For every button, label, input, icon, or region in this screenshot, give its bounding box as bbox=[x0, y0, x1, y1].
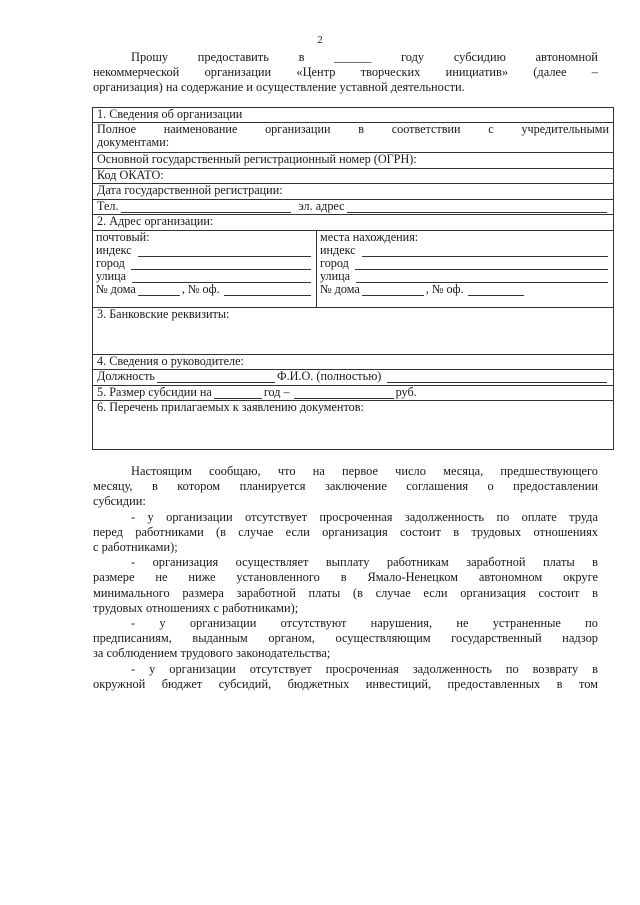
section-3-title: 3. Банковские реквизиты: bbox=[97, 307, 230, 322]
location-house-label: № дома bbox=[320, 281, 360, 296]
contact-row bbox=[93, 199, 614, 214]
subsidy-year-input[interactable] bbox=[214, 388, 262, 399]
subsidy-currency-label: руб. bbox=[395, 384, 417, 399]
location-street-label: улица bbox=[320, 268, 351, 283]
director-row bbox=[93, 370, 614, 385]
declaration-line: с работниками); bbox=[93, 540, 178, 555]
fio-label: Ф.И.О. (полностью) bbox=[276, 369, 382, 384]
postal-city-input[interactable] bbox=[131, 259, 311, 270]
intro-word: Прошу bbox=[131, 50, 169, 64]
intro-word: субсидию bbox=[453, 50, 506, 64]
postal-street-input[interactable] bbox=[132, 272, 311, 283]
subsidy-amount-row bbox=[93, 385, 614, 400]
declaration-line: минимального размера заработной платы (в случае если организация состоит в bbox=[93, 585, 598, 600]
postal-office-input[interactable] bbox=[224, 285, 311, 296]
declaration-line: размере не ниже установленного в Ямало-Ненецком автономном округе bbox=[93, 570, 598, 585]
application-form-table bbox=[92, 107, 614, 450]
declaration-line: окружной бюджет субсидий, бюджетных инвестиций, предоставленных в том bbox=[93, 676, 598, 691]
declaration-line: предписаниям, выданным органом, осуществляющим государственный надзор bbox=[93, 631, 598, 646]
declaration-line: - организация осуществляет выплату работникам заработной платы в bbox=[131, 555, 598, 570]
declaration-line: перед работниками (в случае если организация состоит в трудовых отношениях bbox=[93, 524, 598, 539]
intro-word: году bbox=[401, 50, 425, 64]
location-office-input[interactable] bbox=[468, 285, 524, 296]
location-address-block bbox=[317, 230, 614, 307]
intro-line-2: некоммерческой организации «Центр творческих инициатив» (далее – bbox=[93, 65, 598, 80]
full-name-label-cont: документами: bbox=[97, 135, 170, 150]
declaration-line: за соблюдением трудового законодательства; bbox=[93, 646, 331, 661]
location-index-input[interactable] bbox=[362, 246, 608, 257]
postal-city-label: город bbox=[96, 255, 125, 270]
declaration-line: - у организации отсутствует просроченная задолженность по возврату в bbox=[131, 661, 598, 676]
postal-index-input[interactable] bbox=[138, 246, 311, 257]
email-label: эл. адрес bbox=[298, 198, 345, 213]
intro-word: автономной bbox=[535, 50, 598, 64]
registration-date-field[interactable]: Дата государственной регистрации: bbox=[93, 184, 614, 199]
declaration-line: - у организации отсутствуют нарушения, не устраненные по bbox=[131, 616, 598, 631]
declaration-line: - у организации отсутствует просроченная задолженность по оплате труда bbox=[131, 509, 598, 524]
declaration-text bbox=[93, 464, 598, 692]
email-input[interactable] bbox=[347, 202, 607, 213]
ogrn-field[interactable]: Основной государственный регистрационный номер (ОГРН): bbox=[93, 153, 614, 168]
postal-house-input[interactable] bbox=[138, 285, 180, 296]
location-address-label: места нахождения: bbox=[320, 229, 419, 244]
postal-house-label: № дома bbox=[96, 281, 136, 296]
section-4-title: 4. Сведения о руководителе: bbox=[93, 354, 614, 369]
attached-documents-field[interactable] bbox=[93, 401, 614, 450]
page-number: 2 bbox=[317, 34, 323, 46]
intro-word: в bbox=[298, 50, 305, 64]
intro-paragraph bbox=[93, 50, 598, 96]
location-office-label: , № оф. bbox=[425, 281, 464, 296]
declaration-line: трудовых отношениях с работниками); bbox=[93, 600, 299, 615]
postal-address-label: почтовый: bbox=[96, 229, 150, 244]
full-name-label: Полное наименование организации в соответствии с учредительными bbox=[97, 122, 610, 137]
section-2-title: 2. Адрес организации: bbox=[93, 215, 614, 230]
bank-details-field[interactable] bbox=[93, 308, 614, 354]
subsidy-year-label: год – bbox=[263, 384, 290, 399]
postal-street-label: улица bbox=[96, 268, 127, 283]
phone-label: Тел. bbox=[97, 198, 119, 213]
declaration-line: месяцу, в котором планируется заключение соглашения о предоставлении bbox=[93, 479, 598, 494]
location-house-input[interactable] bbox=[362, 285, 424, 296]
location-street-input[interactable] bbox=[356, 272, 608, 283]
intro-line-1 bbox=[93, 50, 598, 65]
year-blank: ______ bbox=[334, 50, 372, 64]
phone-input[interactable] bbox=[121, 202, 291, 213]
location-index-label: индекс bbox=[320, 242, 356, 257]
position-label: Должность bbox=[97, 369, 155, 384]
declaration-line: субсидии: bbox=[93, 494, 146, 509]
subsidy-amount-input[interactable] bbox=[294, 388, 394, 399]
okato-field[interactable]: Код ОКАТО: bbox=[93, 168, 614, 183]
intro-line-3: организация) на содержание и осуществление уставной деятельности. bbox=[93, 80, 465, 95]
intro-word: предоставить bbox=[197, 50, 269, 64]
postal-address-block bbox=[93, 230, 317, 307]
section-6-title: 6. Перечень прилагаемых к заявлению документов: bbox=[97, 400, 364, 415]
section-1-title: 1. Сведения об организации bbox=[93, 108, 614, 123]
postal-index-label: индекс bbox=[96, 242, 132, 257]
declaration-line: Настоящим сообщаю, что на первое число месяца, предшествующего bbox=[131, 464, 598, 478]
position-input[interactable] bbox=[157, 372, 275, 383]
subsidy-label: 5. Размер субсидии на bbox=[97, 384, 212, 399]
location-city-input[interactable] bbox=[355, 259, 608, 270]
postal-office-label: , № оф. bbox=[181, 281, 220, 296]
fio-input[interactable] bbox=[387, 372, 607, 383]
location-city-label: город bbox=[320, 255, 349, 270]
full-name-field[interactable] bbox=[93, 123, 614, 153]
